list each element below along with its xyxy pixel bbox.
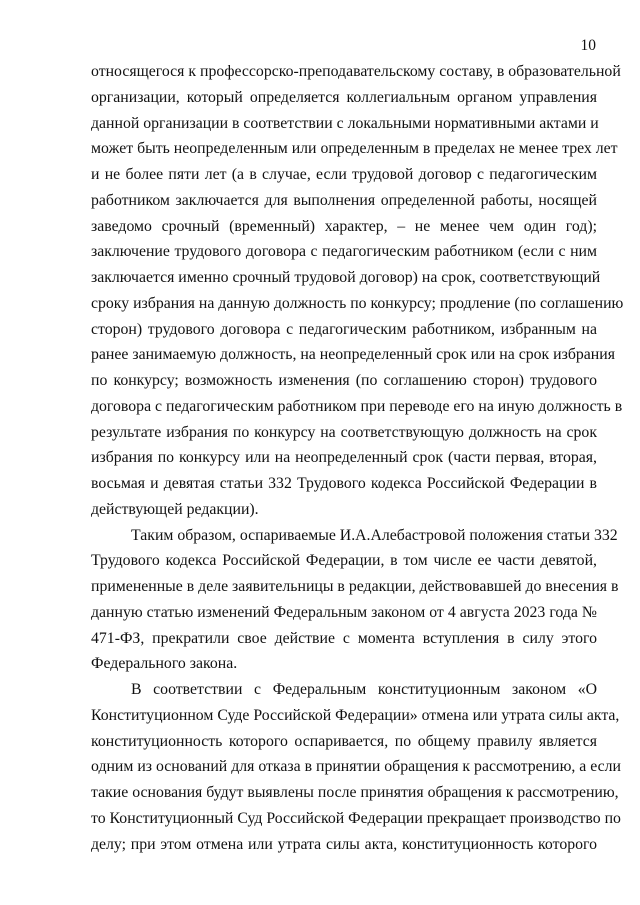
text-line: данную статью изменений Федеральным законом от 4 августа 2023 года № bbox=[91, 604, 597, 621]
text-line: одним из оснований для отказа в принятии обращения к рассмотрению, а если bbox=[91, 758, 621, 775]
text-line: Конституционном Суде Российской Федерации» отмена или утрата силы акта, bbox=[91, 707, 620, 724]
page-number: 10 bbox=[580, 37, 596, 54]
text-line: сторон) трудового договора с педагогическим работником, избранным на bbox=[91, 321, 597, 338]
text-line: В соответствии с Федеральным конституционным законом «О bbox=[131, 681, 597, 698]
text-line: ранее занимаемую должность, на неопределенный срок или на срок избрания bbox=[91, 346, 615, 363]
text-line: Трудового кодекса Российской Федерации, в том числе ее части девятой, bbox=[91, 552, 597, 569]
text-line: данной организации в соответствии с локальными нормативными актами и bbox=[91, 115, 599, 132]
text-line: договора с педагогическим работником при переводе его на иную должность в bbox=[91, 398, 623, 415]
text-line: примененные в деле заявительницы в редакции, действовавшей до внесения в bbox=[91, 578, 619, 595]
text-line: может быть неопределенным или определенным в пределах не менее трех лет bbox=[91, 140, 618, 157]
text-line: сроку избрания на данную должность по конкурсу; продление (по соглашению bbox=[91, 295, 624, 312]
text-line: то Конституционный Суд Российской Федерации прекращает производство по bbox=[91, 810, 621, 827]
text-line: организации, который определяется коллегиальным органом управления bbox=[91, 89, 597, 106]
text-line: результате избрания по конкурсу на соответствующую должность на срок bbox=[91, 424, 597, 441]
text-line: и не более пяти лет (а в случае, если трудовой договор с педагогическим bbox=[91, 166, 597, 183]
text-line: 471-ФЗ, прекратили свое действие с момента вступления в силу этого bbox=[91, 630, 597, 647]
text-line: такие основания будут выявлены после принятия обращения к рассмотрению, bbox=[91, 784, 619, 801]
text-line: относящегося к профессорско-преподавательскому составу, в образовательной bbox=[91, 63, 621, 80]
text-line: избрания по конкурсу или на неопределенный срок (части первая, вторая, bbox=[91, 449, 597, 466]
text-line: восьмая и девятая статьи 332 Трудового кодекса Российской Федерации в bbox=[91, 475, 597, 492]
text-line: делу; при этом отмена или утрата силы акта, конституционность которого bbox=[91, 836, 597, 853]
text-line: Федерального закона. bbox=[91, 655, 238, 672]
text-line: работником заключается для выполнения определенной работы, носящей bbox=[91, 192, 597, 209]
text-line: действующей редакции). bbox=[91, 501, 259, 518]
text-line: заключение трудового договора с педагогическим работником (если с ним bbox=[91, 243, 597, 260]
text-line: заключается именно срочный трудовой договор) на срок, соответствующий bbox=[91, 269, 601, 286]
text-line: по конкурсу; возможность изменения (по соглашению сторон) трудового bbox=[91, 372, 597, 389]
text-line: конституционность которого оспаривается, по общему правилу является bbox=[91, 733, 597, 750]
text-line: Таким образом, оспариваемые И.А.Алебастровой положения статьи 332 bbox=[131, 527, 618, 544]
text-line: заведомо срочный (временный) характер, – не менее чем один год); bbox=[91, 218, 597, 235]
